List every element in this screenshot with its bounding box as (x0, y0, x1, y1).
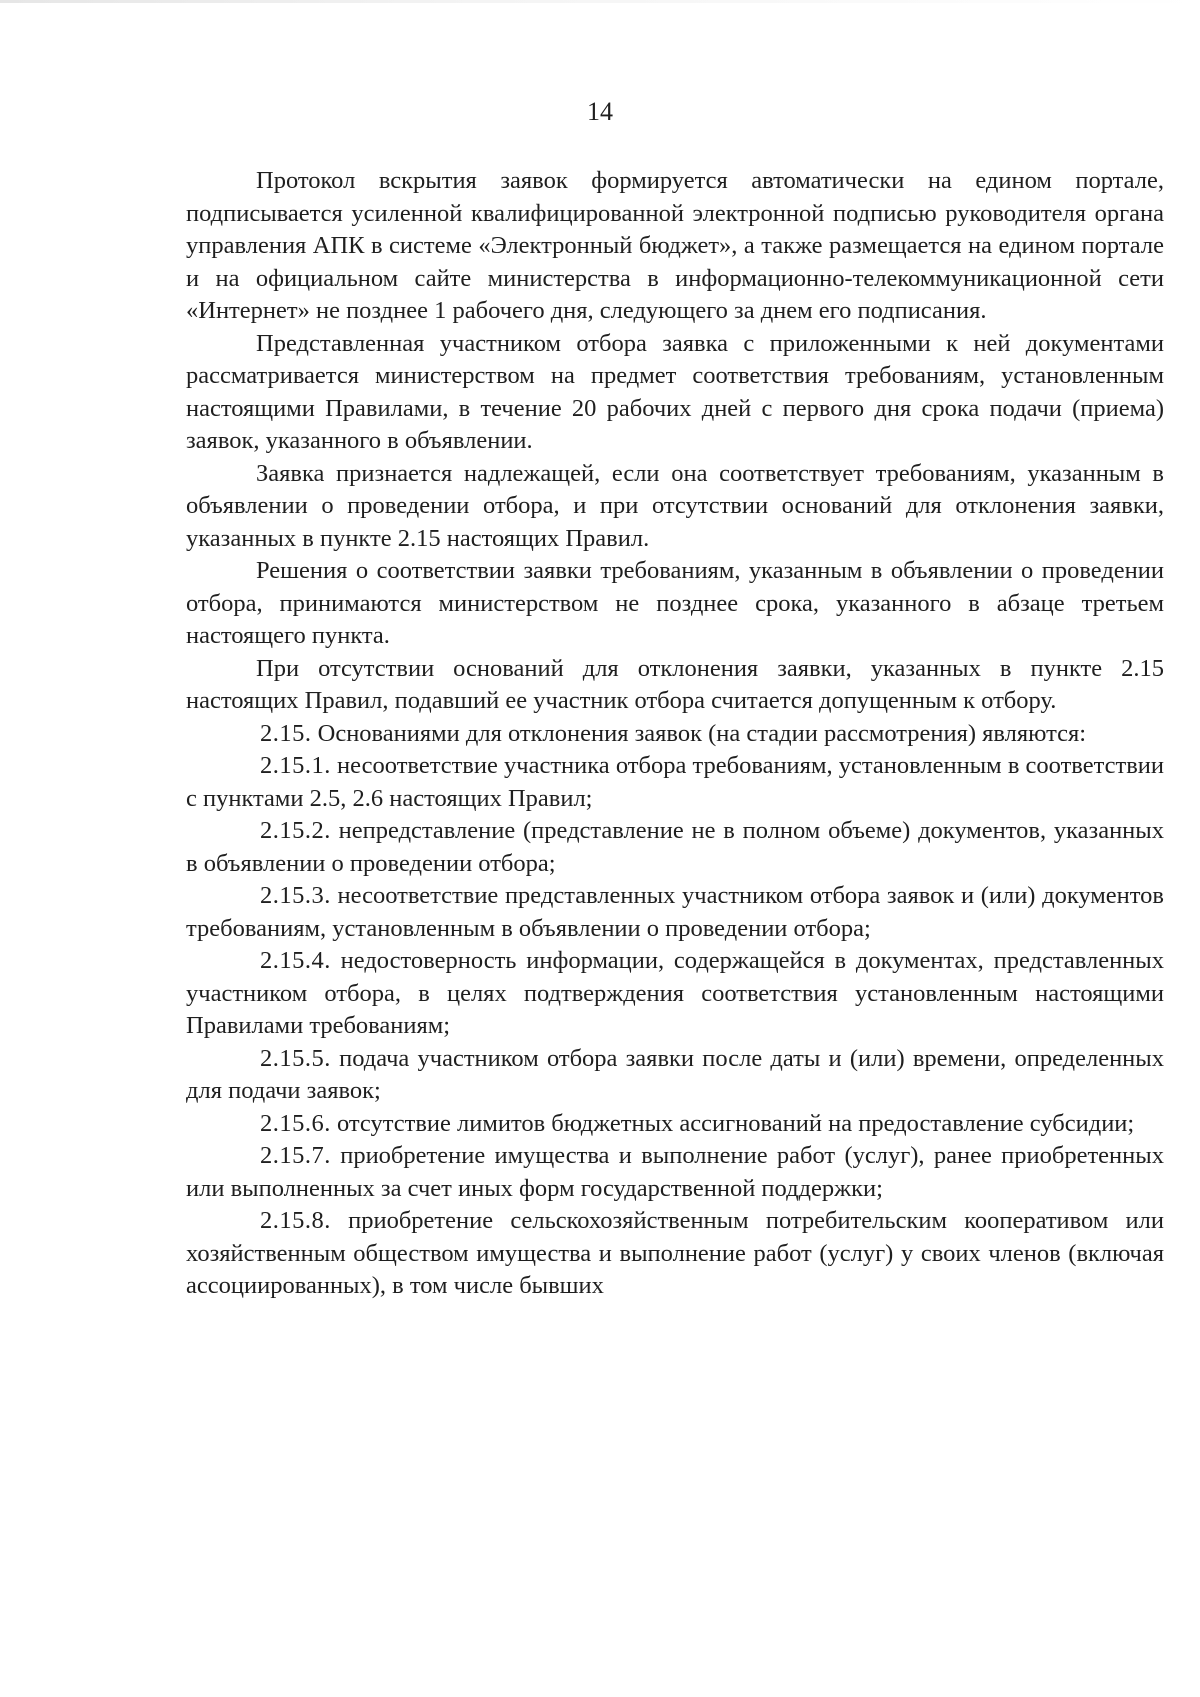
item-text: приобретение сельскохозяйственным потребительским кооперативом или хозяйственным обществом имущества и выполнение работ (услуг) у своих членов (включая ассоциированных), в том числе бывших (186, 1207, 1165, 1299)
paragraph-decisions: Решения о соответствии заявки требованиям, указанным в объявлении о проведении отбора, принимаются министерством не позднее срока, указанного в абзаце третьем настоящего пункта. (186, 557, 1164, 649)
item-text: отсутствие лимитов бюджетных ассигнований на предоставление субсидии; (337, 1109, 1135, 1137)
section-text: Основаниями для отклонения заявок (на стадии рассмотрения) являются: (317, 719, 1087, 747)
document-body (186, 165, 1164, 1303)
list-item (186, 750, 1164, 815)
list-item (186, 1205, 1164, 1303)
scan-edge (0, 0, 1200, 3)
paragraph-proper-application: Заявка признается надлежащей, если она соответствует требованиям, указанным в объявлении о проведении отбора, и при отсутствии оснований для отклонения заявки, указанных в пункте 2.15 настоящих Правил. (186, 459, 1164, 552)
item-number: 2.15.5. (260, 1044, 331, 1072)
item-number: 2.15.8. (260, 1207, 331, 1234)
item-text: недостоверность информации, содержащейся в документах, представленных участником отбора, в целях подтверждения соответствия установленным настоящими Правилами требованиям; (186, 947, 1164, 1039)
list-item (186, 1108, 1164, 1141)
section-number: 2.15. (260, 719, 312, 747)
item-text: несоответствие представленных участником отбора заявок и (или) документов требованиям, установленным в объявлении о проведении отбора; (186, 882, 1164, 942)
item-text: непредставление (представление не в полном объеме) документов, указанных в объявлении о проведении отбора; (186, 817, 1165, 877)
item-text: несоответствие участника отбора требованиям, установленным в соответствии с пунктами 2.5, 2.6 настоящих Правил; (186, 752, 1164, 812)
item-number: 2.15.6. (260, 1109, 331, 1137)
item-number: 2.15.3. (260, 882, 331, 909)
section-2-15 (186, 718, 1164, 751)
paragraph-admission: При отсутствии оснований для отклонения заявки, указанных в пункте 2.15 настоящих Правил, подавший ее участник отбора считается допущенным к отбору. (186, 654, 1164, 714)
list-item (186, 880, 1164, 945)
item-number: 2.15.1. (260, 752, 331, 779)
item-number: 2.15.7. (260, 1142, 331, 1169)
page-number: 14 (587, 97, 613, 126)
list-item (186, 1140, 1164, 1205)
item-text: приобретение имущества и выполнение работ (услуг), ранее приобретенных или выполненных за счет иных форм государственной поддержки; (186, 1142, 1164, 1202)
paragraph-review: Представленная участником отбора заявка с приложенными к ней документами рассматривается министерством на предмет соответствия требованиям, установленным настоящими Правилами, в течение 20 рабочих дней с первого дня срока подачи (приема) заявок, указанного в объявлении. (186, 329, 1164, 454)
paragraph-protocol: Протокол вскрытия заявок формируется автоматически на едином портале, подписывается усиленной квалифицированной электронной подписью руководителя органа управления АПК в системе «Электронный бюджет», а также размещается на едином портале и на официальном сайте министерства в информационно-телекоммуникационной сети «Интернет» не позднее 1 рабочего дня, следующего за днем его подписания. (186, 167, 1164, 324)
list-item (186, 815, 1164, 880)
list-item (186, 945, 1164, 1043)
list-item (186, 1043, 1164, 1108)
item-number: 2.15.2. (260, 817, 331, 844)
item-text: подача участником отбора заявки после даты и (или) времени, определенных для подачи заявок; (186, 1044, 1164, 1104)
item-number: 2.15.4. (260, 947, 331, 974)
